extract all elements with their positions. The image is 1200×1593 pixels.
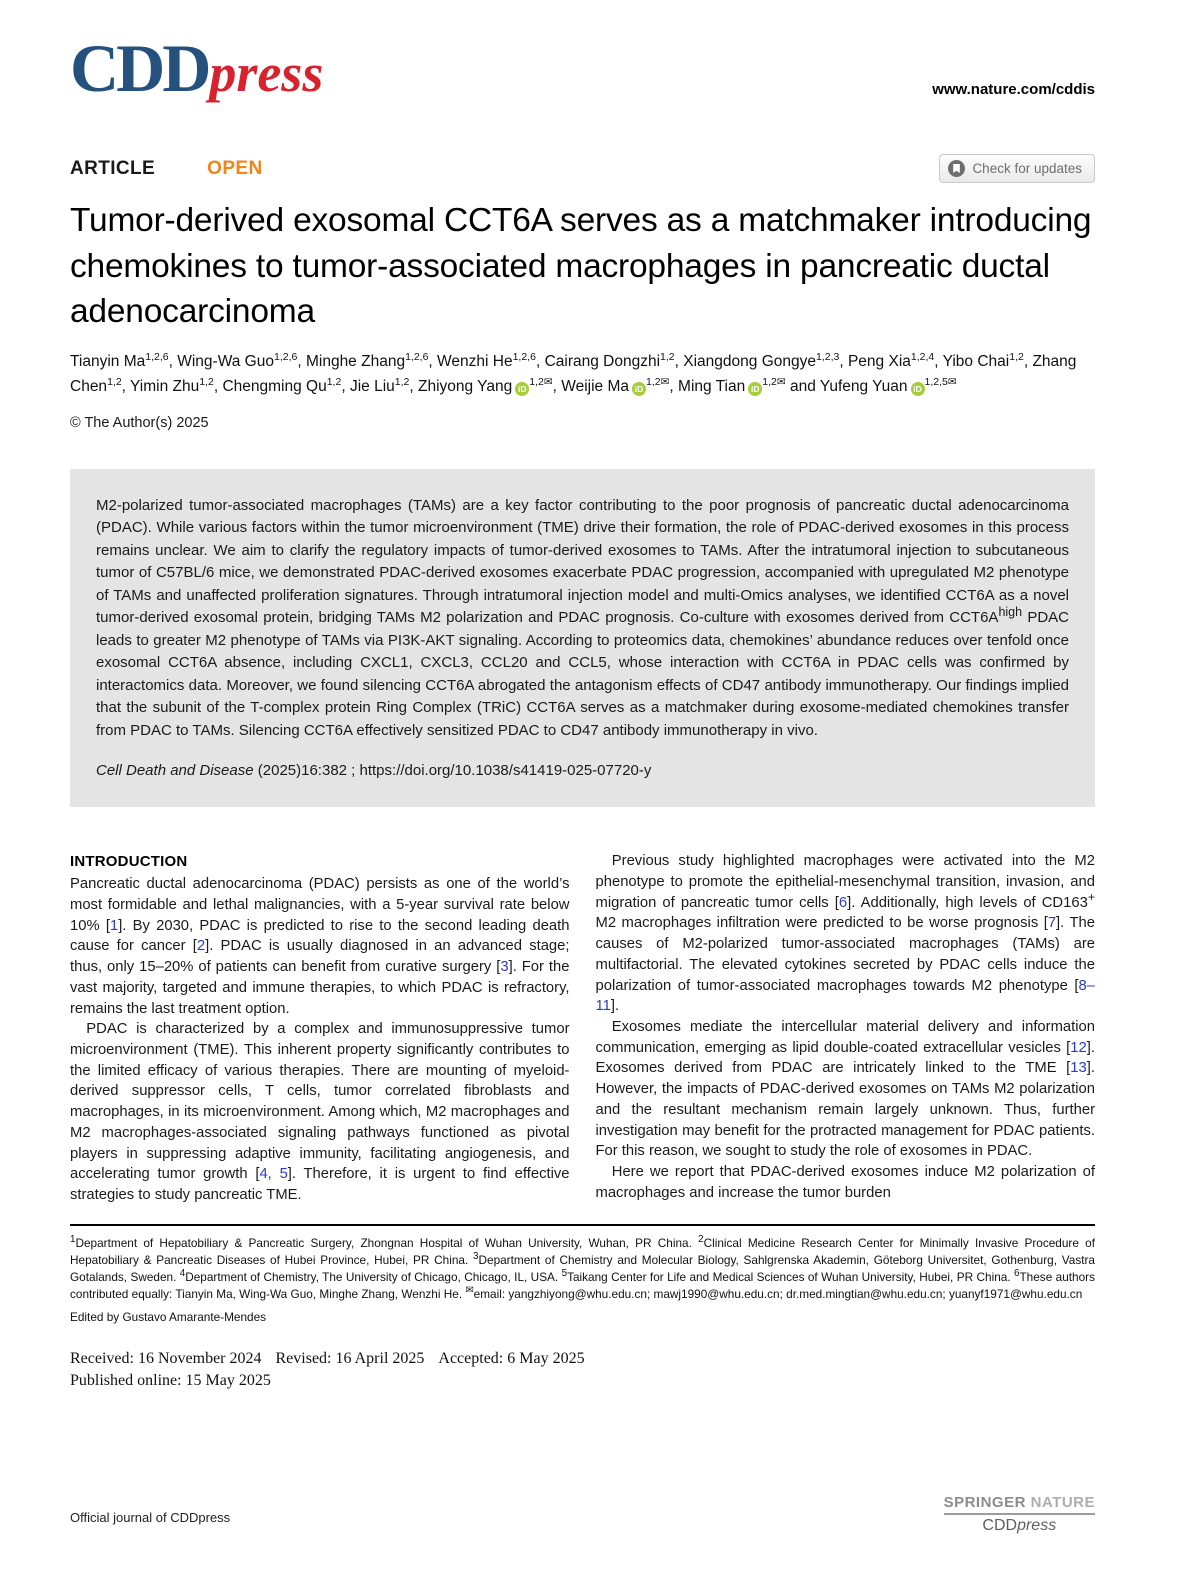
author-name: Yibo Chai [942, 352, 1010, 370]
body-columns [70, 851, 1095, 1205]
author-affiliation-sup: 1,2,6 [512, 350, 536, 363]
author-name: Weijie Ma [561, 377, 630, 395]
cdd-text: CDD [982, 1517, 1018, 1534]
article-title: Tumor-derived exosomal CCT6A serves as a matchmaker introducing chemokines to tumor-associated macrophages in pancreatic ductal adenocarcinoma [70, 202, 1092, 331]
author-name: Yufeng Yuan [819, 377, 908, 395]
citation-doi-link[interactable]: (2025)16:382 ; https://doi.org/10.1038/s41419-025-07720-y [253, 762, 652, 780]
page-footer [70, 1494, 1095, 1535]
open-access-label: OPEN [207, 157, 263, 179]
abstract-text: M2-polarized tumor-associated macrophages (TAMs) are a key factor contributing to the poor prognosis of pancreatic ductal adenocarcinoma (PDAC). While various factors within the tumor microenvironment (TME) drive their formation, the role of PDAC-derived exosomes in this process remains unclear. We aim to clarify the regulatory impacts of tumor-derived exosomes to TAMs. After the intratumoral injection to subcutaneous tumor of C57BL/6 mice, we demonstrated PDAC-derived exosomes exacerbate PDAC progression, accompanied with upregulated M2 phenotype of TAMs and unaffected proliferation signatures. Through intratumoral injection model and multi-Omics analyses, we identified CCT6A as a novel tumor-derived exosomal protein, bridging TAMs M2 polarization and PDAC prognosis. Co-culture with exosomes derived from $CCT6A^{high}$ PDAC leads to greater M2 phenotype of TAMs via PI3K-AKT signaling. According to proteomics data, chemokines’ abundance reduces over tenfold once exosomal CCT6A absence, including CXCL1, CXCL3, CCL20 and CCL5, whose interaction with CCT6A in PDAC cells was confirmed by interactomics data. Moreover, we found silencing CCT6A abrogated the antagonism effects of CD47 antibody immunotherapy. Our findings implied that the subunit of the T-complex protein Ring Complex (TRiC) CCT6A serves as a matchmaker during exosome-mediated chemokines transfer from PDAC to TAMs. Silencing CCT6A effectively sensitized PDAC to CD47 antibody immunotherapy in vivo. [96, 496, 1069, 739]
author-affiliation-sup: 1,2,6 [273, 350, 298, 363]
author-affiliation-sup: 1,2,6 [145, 350, 169, 363]
author-affiliation-sup: 1,2✉ [762, 375, 786, 388]
ref-link[interactable]: 12 [1070, 1039, 1087, 1056]
crossmark-icon [948, 160, 965, 177]
nature-text: NATURE [1030, 1494, 1095, 1511]
accepted-date: Accepted: 6 May 2025 [438, 1350, 585, 1368]
footnotes-block [70, 1235, 1095, 1325]
published-date: Published online: 15 May 2025 [70, 1372, 271, 1390]
author-affiliation-sup: 1,2 [199, 375, 214, 388]
author-name: Zhiyong Yang [418, 377, 513, 395]
paragraph: Previous study highlighted macrophages were activated into the M2 phenotype to promote the epithelial-mesenchymal transition, invasion, and migration of pancreatic tumor cells [6]. Additionally, high levels of CD163+ M2 macrophages infiltration were predicted to be worse prognosis [7]. The causes of M2-polarized tumor-associated macrophages (TAMs) are multifactorial. The elevated cytokines secreted by PDAC cells induce the polarization of tumor-associated macrophages towards M2 phenotype [8–11]. [595, 853, 1096, 1015]
dates-line-published [70, 1372, 1095, 1390]
author-name: Cairang Dongzhi [544, 352, 661, 370]
author-name: Wenzhi He [437, 352, 513, 370]
revised-date: Revised: 16 April 2025 [275, 1350, 425, 1368]
citation-line [96, 762, 1069, 779]
paragraph: PDAC is characterized by a complex and immunosuppressive tumor microenvironment (TME). This inherent property significantly contributes to the limited efficacy of various therapies. There are mounting of myeloid-derived suppressor cells, T cells, tumor correlated fibroblasts and macrophages, in its microenvironment. Among which, M2 macrophages and M2 macrophages-associated signaling pathways functioned as pivotal players in suppressing adaptive immunity, facilitating angiogenesis, and accelerating tumor growth [4, 5]. Therefore, it is urgent to find effective strategies to study pancreatic TME. [70, 1021, 570, 1203]
dates-line-history [70, 1350, 1095, 1368]
orcid-icon[interactable]: iD [515, 382, 529, 396]
springer-text: SPRINGER [943, 1494, 1026, 1511]
author-name: Jie Liu [349, 377, 395, 395]
logo-cdd-text: CDD [70, 30, 209, 106]
author-name: Yimin Zhu [130, 377, 200, 395]
author-affiliation-sup: 1,2 [660, 350, 675, 363]
intro-right-paragraphs [596, 851, 1096, 1203]
ref-link[interactable]: 6 [838, 894, 848, 911]
paragraph: Exosomes mediate the intercellular material delivery and information communication, emerging as lipid double-coated extracellular vesicles [12]. Exosomes derived from PDAC are intricately linked to the TME [13]. However, the impacts of PDAC-derived exosomes on TAMs M2 polarization and the resultant mechanism remain largely unknown. Thus, further investigation may benefit for the protracted management for PDAC patients. For this reason, we sought to study the role of exosomes in PDAC. [595, 1018, 1095, 1160]
author-name: Zhang Chen [70, 352, 1077, 395]
edited-by: Edited by Gustavo Amarante-Mendes [70, 1310, 267, 1325]
abstract-box [70, 469, 1095, 808]
ref-link[interactable]: 13 [1070, 1060, 1087, 1077]
ref-link[interactable]: 4, 5 [259, 1166, 288, 1183]
press-text: press [1017, 1517, 1057, 1534]
author-affiliation-sup: 1,2 [107, 375, 122, 388]
footnote-divider [70, 1224, 1095, 1226]
paragraph: Pancreatic ductal adenocarcinoma (PDAC) persists as one of the world’s most formidable and lethal malignancies, with a 5-year survival rate below 10% [1]. By 2030, PDAC is predicted to rise to the second leading death cause for cancer [2]. PDAC is usually diagnosed in an advanced stage; thus, only 15–20% of patients can benefit from curative surgery [3]. For the vast majority, targeted and immune therapies, to which PDAC is refractory, remains the last treatment option. [70, 876, 570, 1017]
author-affiliation-sup: 1,2 [394, 375, 410, 388]
author-list: Tianyin Ma$^{1,2,6}$, Wing-Wa Guo$^{1,2,6}$, Minghe Zhang$^{1,2,6}$, Wenzhi He$^{1,2,6}$, Cairang Dongzhi$^{1,2}$, Xiangdong Gongye$^{1,2,3}$, Peng Xia$^{1,2,4}$, Yibo Chai$^{1,2}$, Zhang Chen$^{1,2}$, Yimin Zhu$^{1,2}$, Chengming Qu$^{1,2}$, Jie Liu$^{1,2}$, Zhiyong Yang $iD^{1,2✉}$, Weijie Ma $iD^{1,2✉}$, Ming Tian $iD^{1,2✉}$ and Yufeng Yuan $iD^{1,2,5✉}$ [70, 350, 1077, 395]
right-column [596, 851, 1096, 1205]
article-bar [70, 154, 1095, 183]
logo-press-text: press [209, 43, 324, 103]
masthead [70, 0, 1095, 106]
author-name: Wing-Wa Guo [177, 352, 274, 370]
author-affiliation-sup: 1,2 [1009, 350, 1024, 363]
cddpress-wordmark [944, 1515, 1095, 1535]
copyright-notice: © The Author(s) 2025 [70, 414, 209, 431]
cdd-press-logo [70, 30, 324, 106]
introduction-heading: INTRODUCTION [70, 853, 188, 871]
ref-link[interactable]: 7 [1047, 915, 1057, 932]
author-affiliation-sup: 1,2,3 [815, 350, 840, 363]
official-journal-note: Official journal of CDDpress [70, 1510, 231, 1525]
ref-link[interactable]: 8–11 [595, 977, 1095, 1015]
orcid-icon[interactable]: iD [911, 382, 925, 396]
springer-nature-logo [944, 1494, 1095, 1535]
author-name: Peng Xia [847, 352, 911, 370]
article-dates [70, 1350, 1095, 1390]
author-name: Chengming Qu [222, 377, 327, 395]
journal-url-link[interactable]: www.nature.com/cddis [932, 81, 1095, 98]
author-affiliation-sup: 1,2,4 [910, 350, 935, 363]
ref-link[interactable]: 2 [196, 938, 206, 955]
received-date: Received: 16 November 2024 [70, 1350, 262, 1368]
author-name: Tianyin Ma [70, 352, 146, 370]
author-name: Ming Tian [678, 377, 746, 395]
ref-link[interactable]: 1 [109, 917, 119, 934]
affiliations: $^1$Department of Hepatobiliary & Pancreatic Surgery, Zhongnan Hospital of Wuhan University, Wuhan, PR China. $^2$Clinical Medicine Research Center for Minimally Invasive Procedure of Hepatobiliary & Pancreatic Diseases of Hubei Province, Hubei, PR China. $^3$Department of Chemistry and Molecular Biology, Sahlgrenska Akademin, Göteborg Universitet, Gothenburg, Vastra Gotalands, Sweden. $^4$Department of Chemistry, The University of Chicago, Chicago, IL, USA. $^5$Taikang Center for Life and Medical Sciences of Wuhan University, Hubei, PR China. $^6$These authors contributed equally: Tianyin Ma, Wing-Wa Guo, Minghe Zhang, Wenzhi He. ✉email: yangzhiyong@whu.edu.cn; mawj1990@whu.edu.cn; dr.med.mingtian@whu.edu.cn; yuanyf1971@whu.edu.cn [70, 1233, 1095, 1302]
author-affiliation-sup: 1,2✉ [646, 375, 670, 388]
orcid-icon[interactable]: iD [632, 382, 646, 396]
author-affiliation-sup: 1,2✉ [529, 375, 553, 388]
author-name: Xiangdong Gongye [683, 352, 816, 370]
check-updates-label: Check for updates [972, 161, 1082, 176]
article-type-label: ARTICLE [70, 157, 156, 179]
ref-link[interactable]: 3 [500, 959, 509, 976]
author-affiliation-sup: 1,2,6 [405, 350, 429, 363]
check-for-updates-badge[interactable] [939, 154, 1095, 183]
intro-left-paragraphs [70, 874, 570, 1205]
author-affiliation-sup: 1,2,5✉ [924, 375, 957, 388]
author-affiliation-sup: 1,2 [326, 375, 342, 388]
journal-name: Cell Death and Disease [96, 762, 254, 780]
paragraph: Here we report that PDAC-derived exosomes induce M2 polarization of macrophages and increase the tumor burden [595, 1163, 1095, 1201]
author-name: Minghe Zhang [305, 352, 406, 370]
left-column [70, 851, 570, 1205]
orcid-icon[interactable]: iD [748, 382, 762, 396]
springer-nature-wordmark [944, 1494, 1095, 1515]
